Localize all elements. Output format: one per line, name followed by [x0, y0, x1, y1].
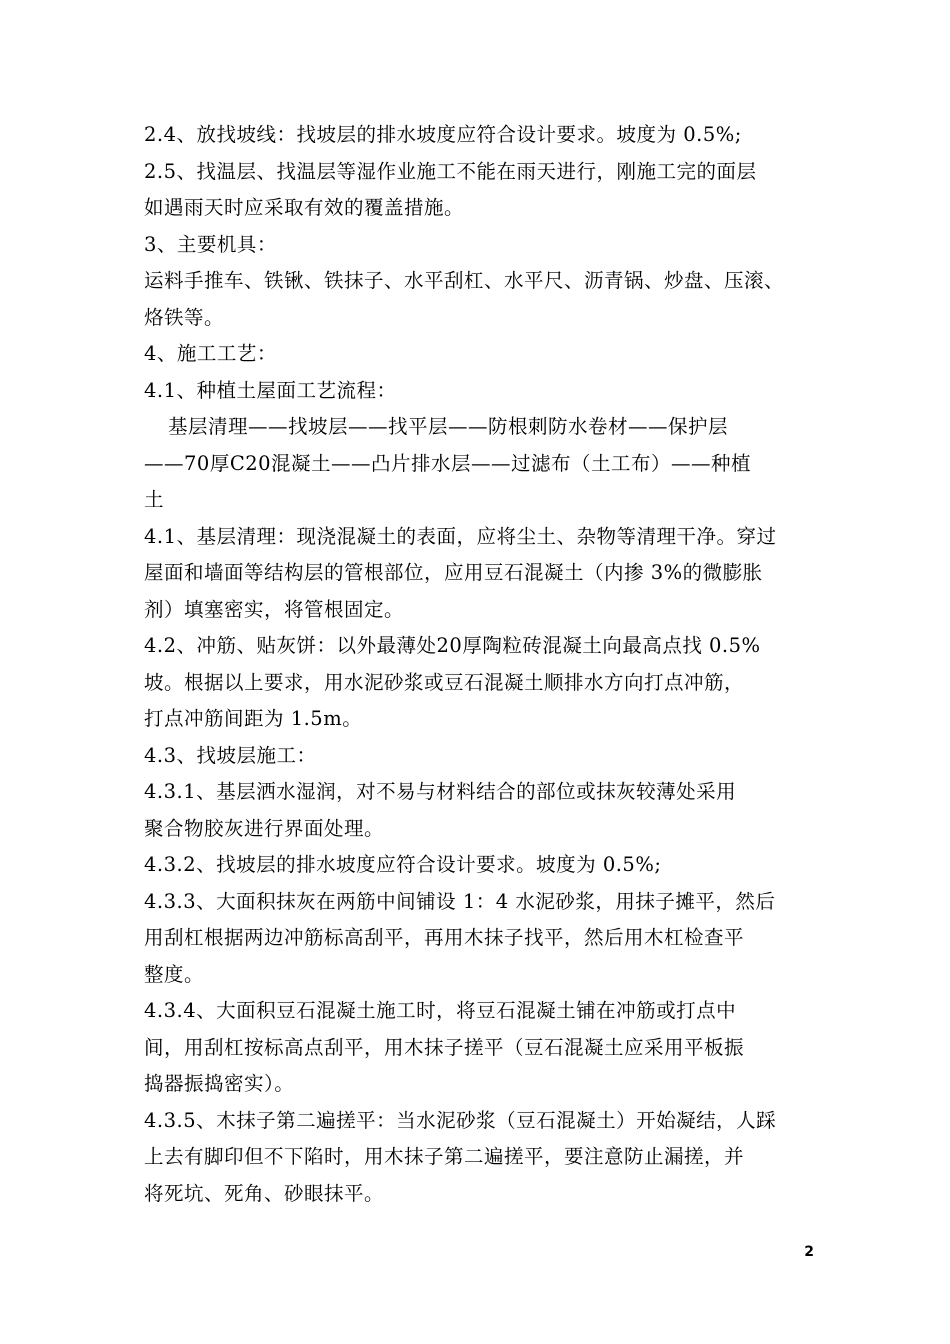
text-line: 间，用刮杠按标高点刮平，用木抹子搓平（豆石混凝土应采用平板振: [144, 1035, 745, 1059]
text-line: 烙铁等。: [144, 305, 225, 329]
text-line: 运料手推车、铁锹、铁抹子、水平刮杠、水平尺、沥青锅、炒盘、压滚、: [144, 269, 785, 292]
text-line: 4、施工工艺：: [144, 342, 277, 365]
text-line: 打点冲筋间距为 1.5m。: [144, 707, 363, 730]
text-line: 基层清理——找坡层——找平层——防根刺防水卷材——保护层: [168, 415, 729, 438]
text-line: 将死坑、死角、砂眼抹平。: [144, 1181, 385, 1205]
document-body: [144, 117, 808, 1212]
text-line: 4.1、基层清理：现浇混凝土的表面，应将尘土、杂物等清理干净。穿过: [144, 524, 777, 548]
text-line: 捣器振捣密实）。: [144, 1072, 295, 1095]
text-line: 4.3.1、基层洒水湿润，对不易与材料结合的部位或抹灰较薄处采用: [144, 780, 737, 803]
page-number: 2: [804, 1244, 814, 1260]
text-line: 4.1、种植土屋面工艺流程：: [144, 378, 397, 402]
text-line: 如遇雨天时应采取有效的覆盖措施。: [144, 196, 465, 219]
text-line: 土: [144, 488, 165, 511]
text-line: 3、主要机具：: [144, 232, 277, 256]
text-line: 剂）填塞密实，将管根固定。: [144, 597, 405, 621]
text-line: ——70厚C20混凝土——凸片排水层——过滤布（土工布）——种植: [144, 451, 752, 475]
text-line: 聚合物胶灰进行界面处理。: [144, 816, 385, 840]
text-line: 2.5、找温层、找温层等湿作业施工不能在雨天进行，刚施工完的面层: [144, 159, 757, 183]
text-line: 4.3.3、大面积抹灰在两筋中间铺设 1：4 水泥砂浆，用抹子摊平，然后: [144, 889, 776, 913]
text-line: 4.3.4、大面积豆石混凝土施工时，将豆石混凝土铺在冲筋或打点中: [144, 999, 737, 1022]
text-line: 4.3.2、找坡层的排水坡度应符合设计要求。坡度为 0.5%;: [144, 853, 662, 876]
text-line: 屋面和墙面等结构层的管根部位，应用豆石混凝土（内掺 3%的微膨胀: [144, 561, 763, 584]
text-line: 用刮杠根据两边冲筋标高刮平，再用木抹子找平，然后用木杠检查平: [144, 926, 745, 949]
text-line: 坡。根据以上要求，用水泥砂浆或豆石混凝土顺排水方向打点冲筋，: [144, 670, 745, 694]
text-line: 4.2、冲筋、贴灰饼：以外最薄处20厚陶粒砖混凝土向最高点找 0.5%: [144, 634, 761, 657]
text-line: 整度。: [144, 962, 205, 986]
text-line: 4.3.5、木抹子第二遍搓平：当水泥砂浆（豆石混凝土）开始凝结，人踩: [144, 1108, 777, 1132]
text-line: 4.3、找坡层施工：: [144, 743, 317, 767]
text-line: 上去有脚印但不下陷时，用木抹子第二遍搓平，要注意防止漏搓，并: [144, 1145, 745, 1168]
text-line: 2.4、放找坡线：找坡层的排水坡度应符合设计要求。坡度为 0.5%;: [144, 123, 742, 146]
